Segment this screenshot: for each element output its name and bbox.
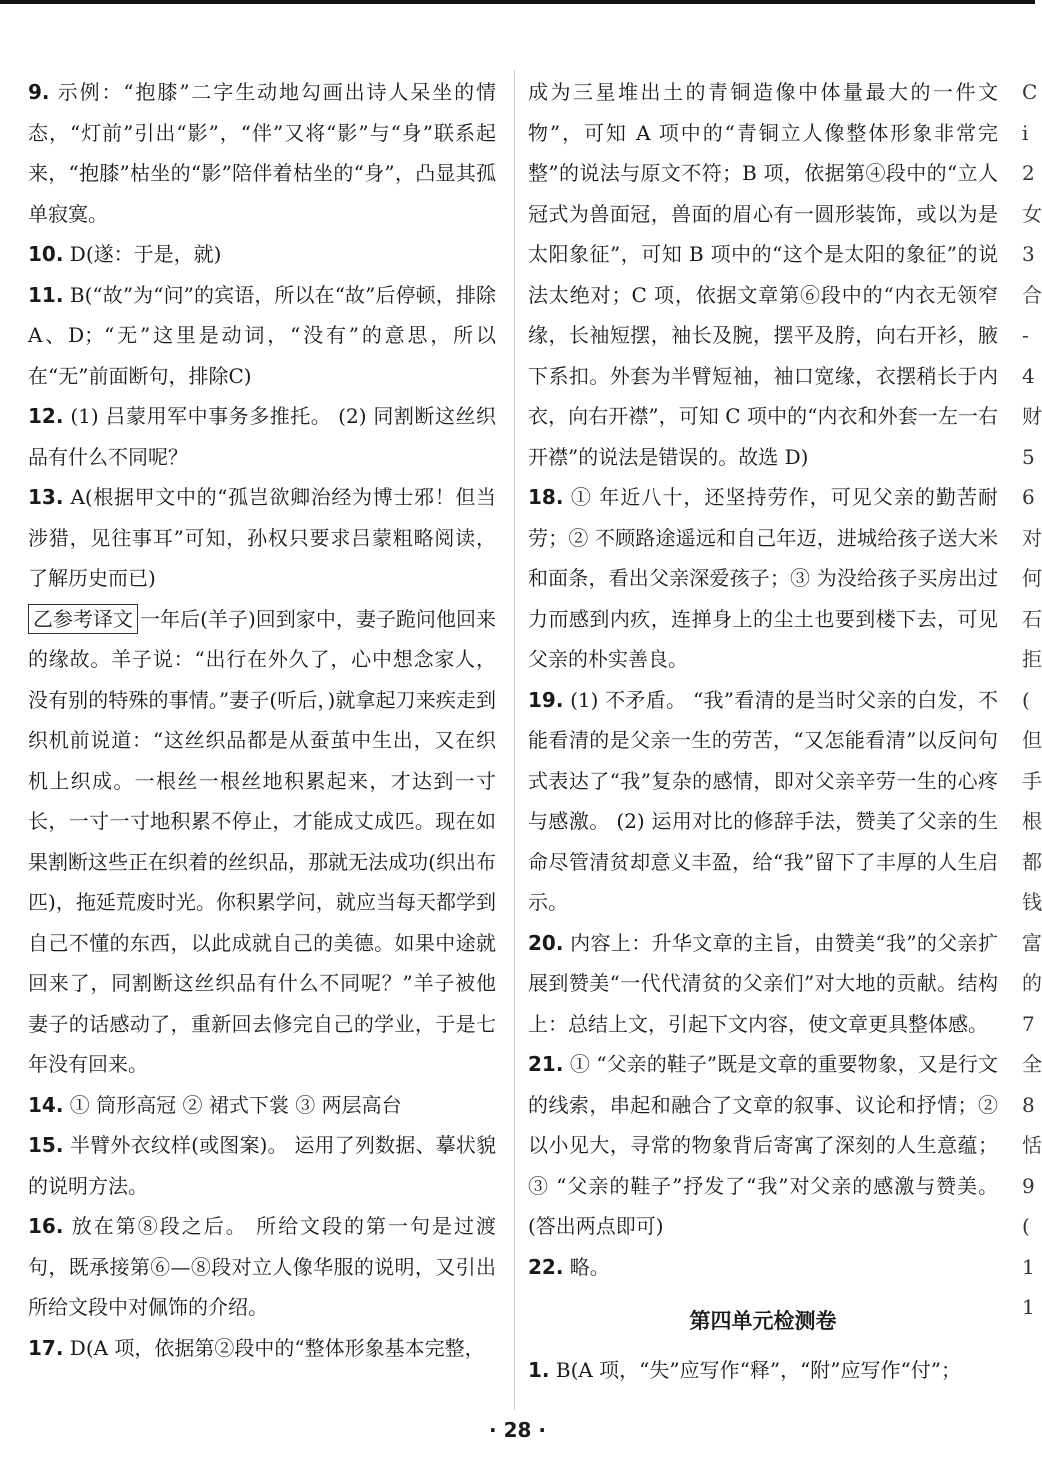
answer-text: ① 年近八十，还坚持劳作，可见父亲的勤苦耐劳；② 不顾路途遥远和自己年迈，进城给孩子送大米和面条，看出父亲深爱孩子；③ 为没给孩子买房出过力而感到内疚，连掸身上的尘土也要到楼下去，可见父亲的朴实善良。 <box>528 485 998 671</box>
cutoff-fragment: 石 <box>1022 606 1042 631</box>
cutoff-fragment: 6 <box>1022 485 1035 509</box>
answer-text: B(A 项，“失”应写作“释”，“附”应写作“付”； <box>549 1357 961 1382</box>
cutoff-fragment: ( <box>1022 1214 1030 1238</box>
question-number: 19. <box>528 687 564 712</box>
answer-item <box>28 477 496 599</box>
cutoff-fragment: 9 <box>1022 1173 1035 1198</box>
answer-text: 略。 <box>563 1254 610 1279</box>
cutoff-fragment: 5 <box>1022 444 1035 469</box>
cutoff-fragment: 钱 <box>1022 890 1042 914</box>
answer-item <box>28 275 496 397</box>
question-number: 18. <box>528 485 564 509</box>
cutoff-fragment: - <box>1022 323 1029 347</box>
question-number: 17. <box>28 1335 64 1360</box>
top-rule <box>0 0 1035 4</box>
question-number: 21. <box>528 1052 564 1076</box>
answer-item <box>528 1350 998 1391</box>
question-number: 9. <box>28 80 50 104</box>
question-number: 20. <box>528 930 564 955</box>
answer-item <box>28 1328 496 1369</box>
answer-text: 示例：“抱膝”二字生动地勾画出诗人呆坐的情态，“灯前”引出“影”，“伴”又将“影”与“身”联系起来，“抱膝”枯坐的“影”陪伴着枯坐的“身”，凸显其孤单寂寞。 <box>28 80 496 226</box>
cutoff-fragment: 4 <box>1022 363 1035 388</box>
cutoff-fragment: C <box>1022 80 1038 104</box>
question-number: 14. <box>28 1092 64 1117</box>
cutoff-fragment: 7 <box>1022 1011 1035 1036</box>
answer-item <box>28 599 496 1085</box>
answer-text: (1) 吕蒙用军中事务多推托。 (2) 同割断这丝织品有什么不同呢？ <box>28 404 496 469</box>
answer-text: 放在第⑧段之后。 所给文段的第一句是过渡句，既承接第⑥—⑧段对立人像华服的说明，又引出所给文段中对佩饰的介绍。 <box>28 1214 496 1319</box>
answer-text: ① 筒形高冠 ② 裙式下裳 ③ 两层高台 <box>63 1092 402 1117</box>
question-number: 1. <box>528 1357 550 1382</box>
answer-text: D(A 项，依据第②段中的“整体形象基本完整， <box>63 1335 485 1360</box>
answer-item <box>28 1125 496 1206</box>
question-number: 15. <box>28 1133 64 1157</box>
answer-text: B(“故”为“问”的宾语，所以在“故”后停顿，排除A、D；“无”这里是动词，“没有”的意思，所以在“无”前面断句，排除C) <box>28 282 496 388</box>
question-number: 11. <box>28 282 64 307</box>
cutoff-fragment: 女 <box>1022 201 1042 226</box>
cutoff-fragment: 都 <box>1022 849 1042 874</box>
answer-item <box>28 234 496 275</box>
answer-item <box>528 477 998 680</box>
column-divider <box>514 70 515 1410</box>
cutoff-fragment: 全 <box>1022 1052 1042 1076</box>
answer-item <box>28 1085 496 1126</box>
cutoff-fragment: 1 <box>1022 1254 1035 1279</box>
question-number: 22. <box>528 1254 564 1279</box>
right-column-cutoff <box>1022 72 1042 1328</box>
answer-item <box>28 396 496 477</box>
cutoff-fragment: 对 <box>1022 525 1042 550</box>
cutoff-fragment: 拒 <box>1022 647 1042 671</box>
answer-text: 成为三星堆出土的青铜造像中体量最大的一件文物”，可知 A 项中的“青铜立人像整体形象非常完整”的说法与原文不符；B 项，依据第④段中的“立人冠式为兽面冠，兽面的眉心有一圆形装饰，或以为是太阳象征”，可知 B 项中的“这个是太阳的象征”的说法太绝对；C 项，依据文章第⑥段中的“内衣无领窄缘，长袖短摆，袖长及腕，摆平及胯，向右开衫，腋下系扣。外套为半臂短袖，袖口宽缘，衣摆稍长于内衣，向右开襟”，可知 C 项中的“内衣和外套一左一右开襟”的说法是错误的。故选 D) <box>528 80 998 469</box>
answer-item <box>528 923 998 1045</box>
answer-text: D(遂：于是，就) <box>63 242 222 266</box>
cutoff-fragment: 手 <box>1022 768 1042 793</box>
answer-text: 半臂外衣纹样(或图案)。 运用了列数据、摹状貌的说明方法。 <box>28 1133 496 1198</box>
cutoff-fragment: 根 <box>1022 809 1042 833</box>
cutoff-fragment: 财 <box>1022 404 1042 428</box>
page-number: · 28 · <box>489 1418 546 1442</box>
middle-column <box>528 72 998 1390</box>
cutoff-fragment: 何 <box>1022 566 1042 590</box>
cutoff-fragment: 1 <box>1022 1295 1035 1319</box>
answer-item <box>528 1044 998 1247</box>
cutoff-fragment: ( <box>1022 687 1030 712</box>
section-title: 第四单元检测卷 <box>689 1309 837 1333</box>
answer-text: (1) 不矛盾。 “我”看清的是当时父亲的白发，不能看清的是父亲一生的劳苦，“又怎能看清”以反问句式表达了“我”复杂的感情，即对父亲辛劳一生的心疼与感激。 (2) 运用对比的修辞手法，赞美了父亲的生命尽管清贫却意义丰盈，给“我”留下了丰厚的人生启示。 <box>528 687 998 914</box>
answer-text: 内容上：升华文章的主旨，由赞美“我”的父亲扩展到赞美“一代代清贫的父亲们”对大地的贡献。结构上：总结上文，引起下文内容，使文章更具整体感。 <box>528 930 998 1036</box>
cutoff-fragment: 恬 <box>1022 1133 1042 1157</box>
question-number: 10. <box>28 242 64 266</box>
cutoff-fragment: 8 <box>1022 1092 1035 1117</box>
question-number: 16. <box>28 1214 64 1238</box>
translation-label: 乙参考译文 <box>28 604 138 634</box>
cutoff-fragment: 合 <box>1022 282 1042 307</box>
cutoff-fragment: 2 <box>1022 161 1035 185</box>
cutoff-fragment: 但 <box>1022 728 1042 752</box>
answer-item <box>528 680 998 923</box>
answer-text: ① “父亲的鞋子”既是文章的重要物象，又是行文的线索，串起和融合了文章的叙事、议论和抒情；② 以小见大，寻常的物象背后寄寓了深刻的人生意蕴；③ “父亲的鞋子”抒发了“我”对父亲的感激与赞美。(答出两点即可) <box>528 1052 998 1238</box>
answer-text: A(根据甲文中的“孤岂欲卿治经为博士邪！但当涉猎，见往事耳”可知，孙权只要求吕蒙粗略阅读，了解历史而已) <box>28 485 496 590</box>
cutoff-fragment: 3 <box>1022 242 1035 266</box>
cutoff-fragment: 富 <box>1022 930 1042 955</box>
question-number: 13. <box>28 485 64 509</box>
answer-item <box>528 1247 998 1288</box>
answer-item <box>528 72 998 477</box>
cutoff-fragment: i <box>1022 120 1029 145</box>
cutoff-fragment: 的 <box>1022 971 1042 995</box>
answer-text: 一年后(羊子)回到家中，妻子跪问他回来的缘故。羊子说：“出行在外久了，心中想念家人，没有别的特殊的事情。”妻子(听后，)就拿起刀来疾走到织机前说道：“这丝织品都是从蚕茧中生出，又在织机上织成。一根丝一根丝地积累起来，才达到一寸长，一寸一寸地积累不停止，才能成丈成匹。现在如果割断这些正在织着的丝织品，那就无法成功(织出布匹)，拖延荒废时光。你积累学问，就应当每天都学到自己不懂的东西，以此成就自己的美德。如果中途就回来了，同割断这丝织品有什么不同呢？”羊子被他妻子的话感动了，重新回去修完自己的学业，于是七年没有回来。 <box>28 606 496 1076</box>
answer-item <box>28 1206 496 1328</box>
left-column <box>28 72 496 1368</box>
answer-item <box>28 72 496 234</box>
question-number: 12. <box>28 404 64 428</box>
